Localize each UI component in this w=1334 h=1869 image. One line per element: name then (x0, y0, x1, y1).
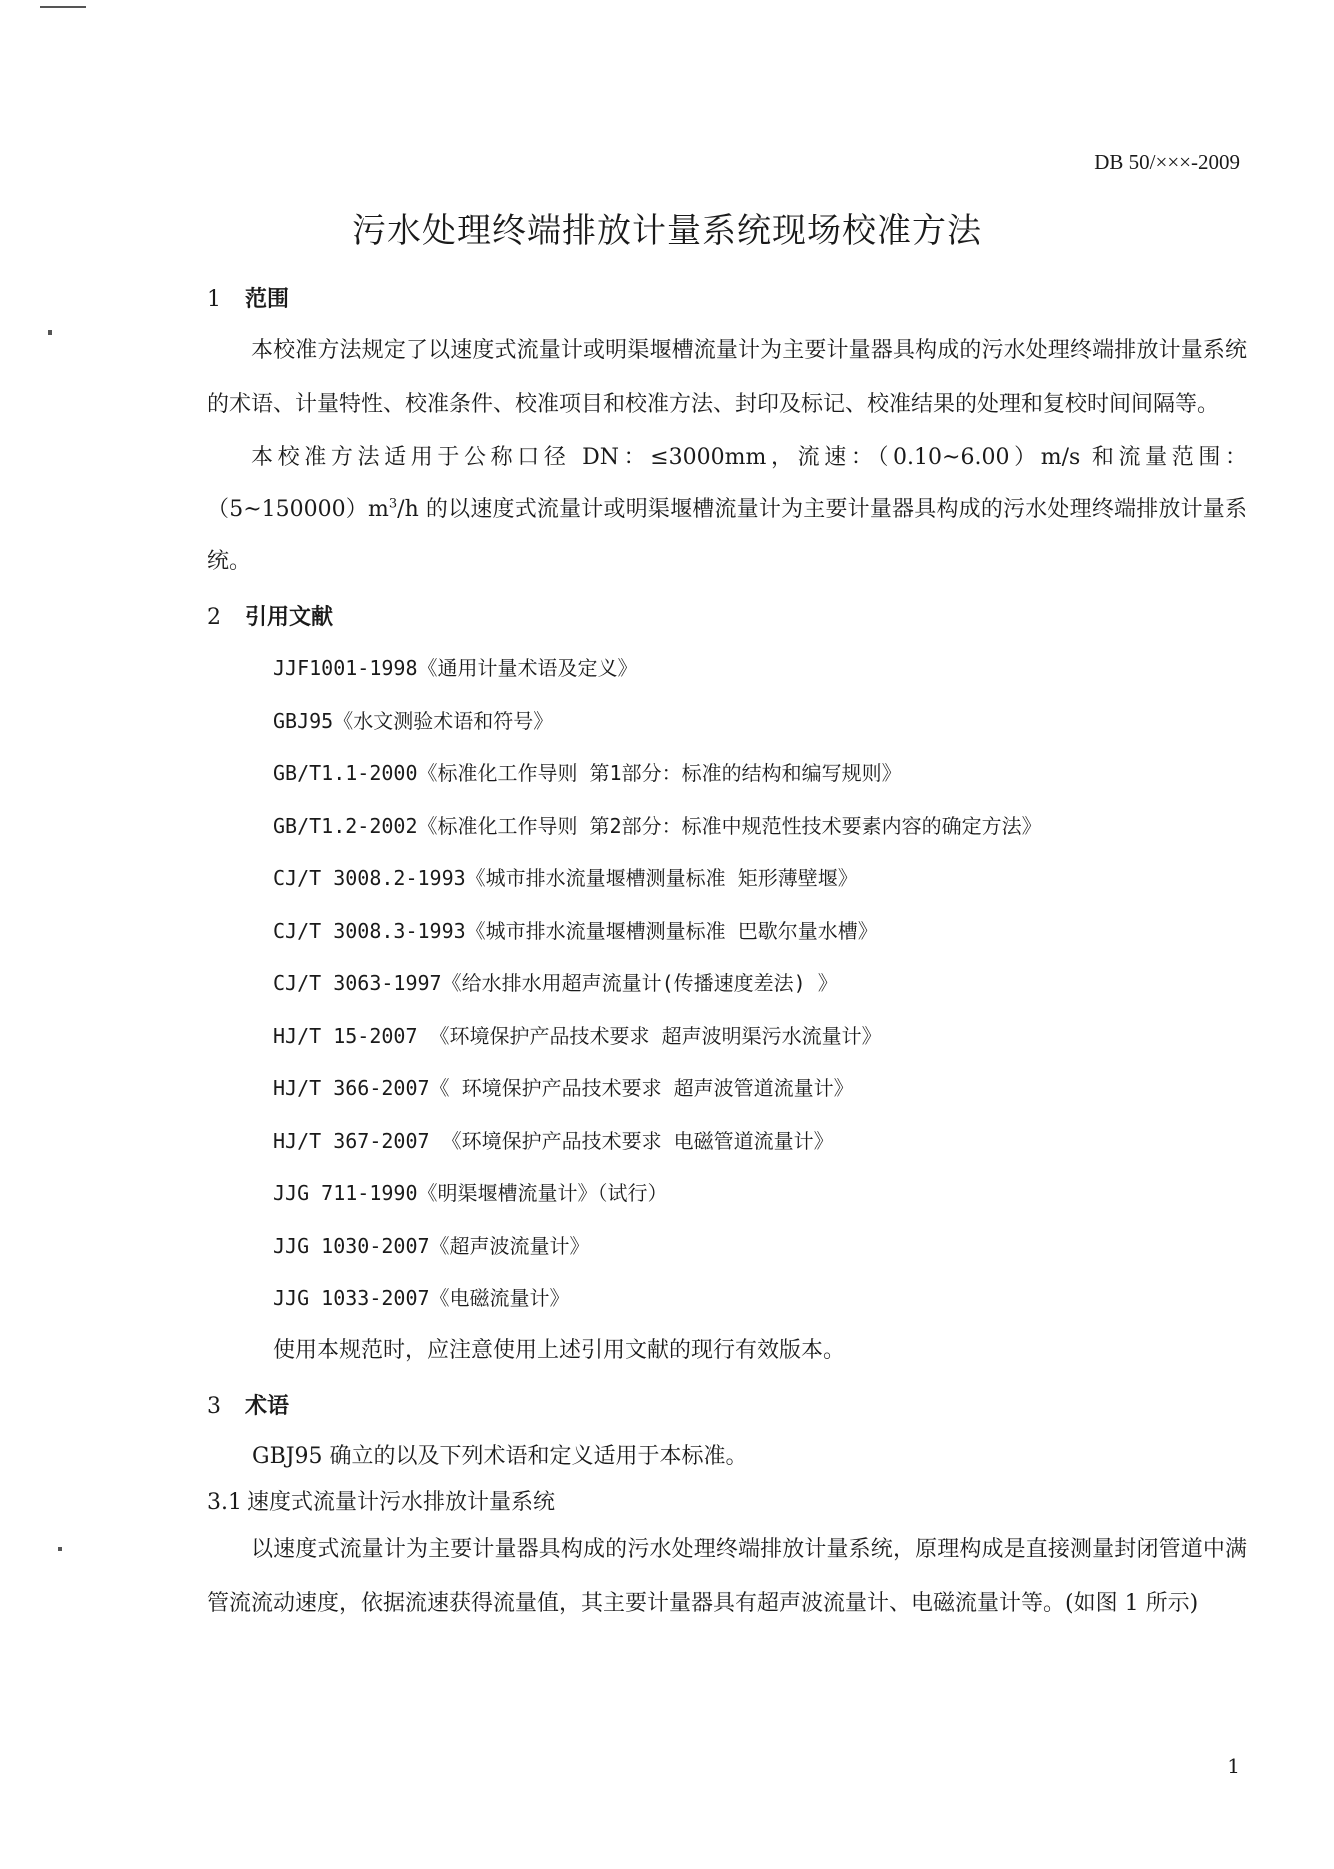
reference-item: CJ/T 3008.2-1993《城市排水流量堰槽测量标准 矩形薄壁堰》 (273, 866, 858, 890)
terms-paragraph: 以速度式流量计为主要计量器具构成的污水处理终端排放计量系统，原理构成是直接测量封闭管道中满管流流动速度，依据流速获得流量值，其主要计量器具有超声波流量计、电磁流量计等。(如图 1 所示) (207, 1536, 1247, 1616)
reference-item: GB/T1.1-2000《标准化工作导则 第1部分：标准的结构和编写规则》 (273, 761, 902, 785)
scan-mark-dot (58, 1547, 62, 1551)
scan-mark-dot (48, 330, 52, 335)
document-title: 污水处理终端排放计量系统现场校准方法 (352, 211, 982, 251)
section-heading-scope (207, 278, 1247, 320)
section-title: 术语 (245, 1392, 290, 1419)
scan-mark-top (40, 6, 86, 8)
section-title: 范围 (245, 286, 290, 312)
section-number: 1 (207, 287, 221, 312)
subsection-heading (207, 1483, 1247, 1523)
reference-item: CJ/T 3008.3-1993《城市排水流量堰槽测量标准 巴歇尔量水槽》 (273, 918, 878, 943)
terms-intro: GBJ95 确立的以及下列术语和定义适用于本标准。 (252, 1443, 748, 1469)
section-title: 引用文献 (245, 604, 334, 630)
reference-item: GB/T1.2-2002《标准化工作导则 第2部分：标准中规范性技术要素内容的确定方法》 (273, 813, 1042, 838)
subsection-title: 速度式流量计污水排放计量系统 (247, 1489, 556, 1515)
scope-paragraph-2: 本校准方法适用于公称口径 DN：≤3000mm，流速：（0.10~6.00）m/s 和流量范围：$(5\sim 150000)m^3/h$ 的以速度式流量计或明渠堰槽流量计为主要计量器具构成的污水处理终端排放计量系统。 (207, 445, 1248, 574)
section-number: 3 (207, 1393, 221, 1419)
section-heading-terms (207, 1385, 1247, 1427)
reference-list (207, 642, 1247, 1325)
reference-item: JJG 1033-2007《电磁流量计》 (273, 1286, 570, 1310)
page-number: 1 (1227, 1754, 1240, 1778)
subsection-number: 3.1 (207, 1489, 242, 1515)
reference-item: HJ/T 366-2007《 环境保护产品技术要求 超声波管道流量计》 (273, 1076, 854, 1100)
reference-item: HJ/T 367-2007 《环境保护产品技术要求 电磁管道流量计》 (273, 1128, 834, 1153)
section-number: 2 (207, 605, 221, 630)
reference-item: HJ/T 15-2007 《环境保护产品技术要求 超声波明渠污水流量计》 (273, 1023, 882, 1048)
reference-item: JJG 1030-2007《超声波流量计》 (273, 1233, 590, 1258)
section-heading-references (207, 596, 1247, 638)
reference-item: JJF1001-1998《通用计量术语及定义》 (273, 656, 638, 680)
standard-code: DB 50/×××-2009 (1094, 150, 1240, 174)
document-body (207, 270, 1247, 1631)
reference-item: CJ/T 3063-1997《给水排水用超声流量计(传播速度差法) 》 (273, 971, 838, 995)
reference-item: JJG 711-1990《明渠堰槽流量计》（试行） (273, 1181, 668, 1205)
scope-paragraph-1: 本校准方法规定了以速度式流量计或明渠堰槽流量计为主要计量器具构成的污水处理终端排放计量系统的术语、计量特性、校准条件、校准项目和校准方法、封印及标记、校准结果的处理和复校时间间隔等。 (207, 338, 1247, 417)
references-note: 使用本规范时，应注意使用上述引用文献的现行有效版本。 (273, 1337, 846, 1363)
reference-item: GBJ95《水文测验术语和符号》 (273, 708, 554, 733)
